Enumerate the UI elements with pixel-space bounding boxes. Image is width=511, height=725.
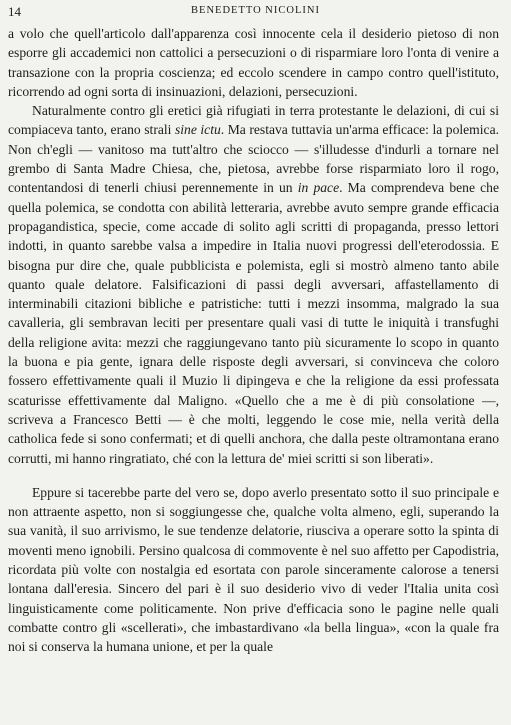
running-head: BENEDETTO NICOLINI [191, 5, 320, 16]
paragraph-2-text-b: . Ma restava tuttavia un'arma efficace: la polemica. Non ch'egli — vanitoso ma tutt'altro che sciocco — s'illudesse d'indurli a tornare nel grembo di Santa Madre Chiesa, che, pietosa, avrebbe forse risparmiato loro il rogo, contentandosi di tenerli chiusi perennemente in un [8, 122, 500, 196]
paragraph-gap [8, 468, 499, 483]
page-header [8, 4, 503, 20]
paragraph-3: Eppure si tacerebbe parte del vero se, dopo averlo presentato sotto il suo principale e non attraente aspetto, non si soggiungesse che, qualche volta almeno, egli, superando la sua vanità, il suo arrivismo, le sue tendenze delatorie, riusciva a operare sotto la spinta di moventi meno ignobili. Persino qualcosa di commovente è nel suo affetto per Capodistria, ricordata più volte con nostalgia ed esortata con parole sinceramente calorose a tenersi lontana dall'eresia. Sincero del pari è il suo desiderio vivo di veder l'Italia unita così linguisticamente come politicamente. Non prive d'efficacia sono le pagine nelle quali combatte contro gli «scellerati», che imbastardivano «la bella lingua», «con la quale fra noi si conserva la humana unione, et per la quale [8, 484, 499, 655]
paragraph-2 [8, 101, 499, 468]
page-number: 14 [8, 4, 21, 19]
latin-phrase-2: in pace [297, 180, 340, 196]
page-body [8, 24, 499, 657]
latin-phrase: sine ictu [174, 122, 221, 138]
paragraph-1: a volo che quell'articolo dall'apparenza così innocente cela il desiderio pietoso di non esporre gli accademici non cattolici a persecuzioni o di risparmiare loro l'onta di venire a transazione con la propria coscienza; ed eccolo scendere in campo contro quell'istituto, ricorrendo ad ogni sorta di insinuazioni, delazioni, persecuzioni. [8, 26, 499, 99]
paragraph-2-text-a: Naturalmente contro gli eretici già rifugiati in terra protestante le delazioni, di cui si compiaceva tanto, erano strali [8, 103, 499, 138]
paragraph-2-text-c: . Ma comprendeva bene che quella polemica, se condotta con abilità letteraria, avrebbe avuto sempre grande efficacia propagandistica, specie, come accade di solito agli scritti di propaganda, presso lettori indotti, in quanto sarebbe valsa a impedire in Italia nuovi progressi dell'eterodossia. E bisogna pur dire che, quale pubblicista e polemista, egli si mostrò almeno tanto abile quanto quale delatore. Falsificazioni di passi degli avversari, affastellamento di interminabili citazioni bibliche e patristiche: tutti i mezzi insomma, malgrado la sua cavalleria, gli sembravan leciti per presentare quali vasi di tutte le iniquità i transfughi della religione avita: mezzi che raggiungevano tanto più sicuramente lo scopo in quanto la buona e pia gente, ignara delle risposte degli avversari, si convinceva che coloro fossero effettivamente quali il Muzio li dipingeva e che la religione da essi professata scaturisse effettivamente dal Maligno. «Quello che a me è di più consolatione —, scriveva a Francesco Betti — è che molti, leggendo le cose mie, nella verità della catholica fede si sono confermati; et di quelli anchora, che dalla peste oltramontana erano corrutti, mi hanno ringratiato, ché con la lettura de' miei scritti si son liberati». [8, 180, 499, 466]
